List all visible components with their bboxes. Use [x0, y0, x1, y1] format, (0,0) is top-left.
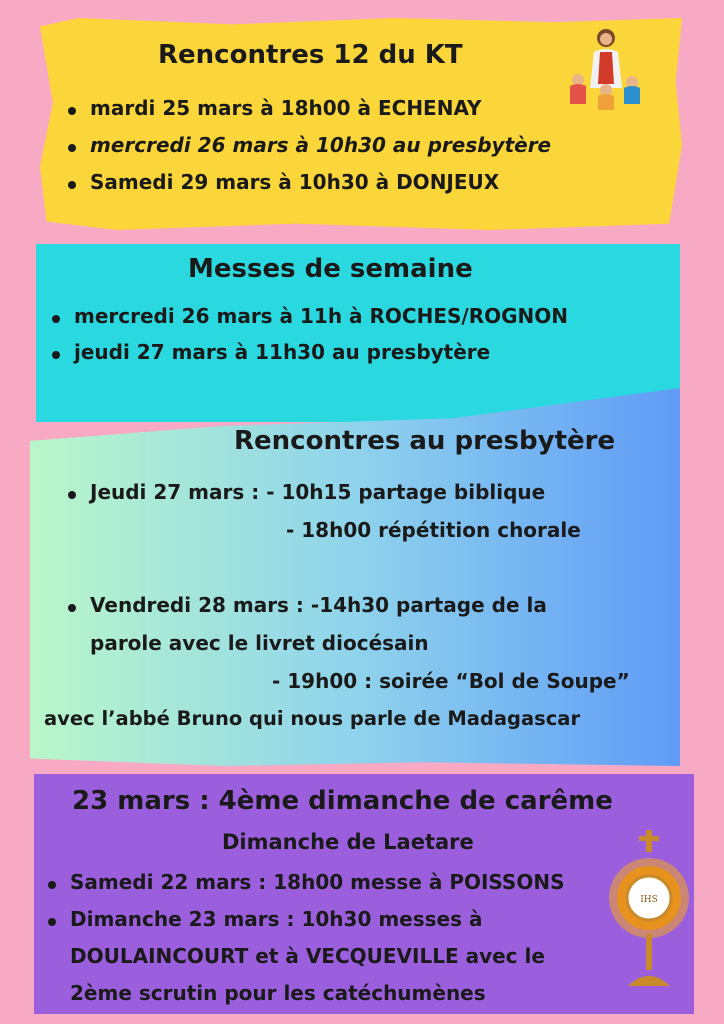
kt-item: mercredi 26 mars à 10h30 au presbytère [90, 133, 552, 157]
bullet [52, 315, 60, 323]
presbytere-line: Jeudi 27 mars : - 10h15 partage biblique [90, 480, 546, 504]
careme-line: 2ème scrutin pour les catéchumènes [70, 981, 486, 1005]
bullet [52, 351, 60, 359]
kt-item: Samedi 29 mars à 10h30 à DONJEUX [90, 170, 500, 194]
bullet [68, 144, 76, 152]
messes-item: jeudi 27 mars à 11h30 au presbytère [74, 340, 491, 364]
careme-line: DOULAINCOURT et à VECQUEVILLE avec le [70, 944, 545, 968]
kt-title: Rencontres 12 du KT [158, 40, 463, 70]
presbytere-line: avec l’abbé Bruno qui nous parle de Madagascar [44, 707, 581, 730]
careme-title: 23 mars : 4ème dimanche de carême [72, 786, 613, 816]
bullet [48, 881, 56, 889]
bullet [48, 918, 56, 926]
presbytere-title: Rencontres au presbytère [234, 426, 616, 456]
presbytere-line: - 18h00 répétition chorale [286, 518, 581, 542]
messes-item: mercredi 26 mars à 11h à ROCHES/ROGNON [74, 304, 568, 328]
kt-item: mardi 25 mars à 18h00 à ECHENAY [90, 96, 482, 120]
presbytere-line: parole avec le livret diocésain [90, 631, 429, 655]
presbytere-line: Vendredi 28 mars : -14h30 partage de la [90, 593, 547, 617]
monstrance-icon [606, 830, 692, 990]
ihs-text: IHS [640, 895, 658, 905]
careme-line: Dimanche 23 mars : 10h30 messes à [70, 907, 483, 931]
careme-subtitle: Dimanche de Laetare [222, 830, 474, 854]
bullet [68, 107, 76, 115]
jesus-with-children-icon [560, 24, 652, 110]
presbytere-line: - 19h00 : soirée “Bol de Soupe” [272, 669, 630, 693]
messes-title: Messes de semaine [188, 254, 473, 284]
bullet [68, 604, 76, 612]
careme-line: Samedi 22 mars : 18h00 messe à POISSONS [70, 870, 565, 894]
bullet [68, 181, 76, 189]
bullet [68, 491, 76, 499]
